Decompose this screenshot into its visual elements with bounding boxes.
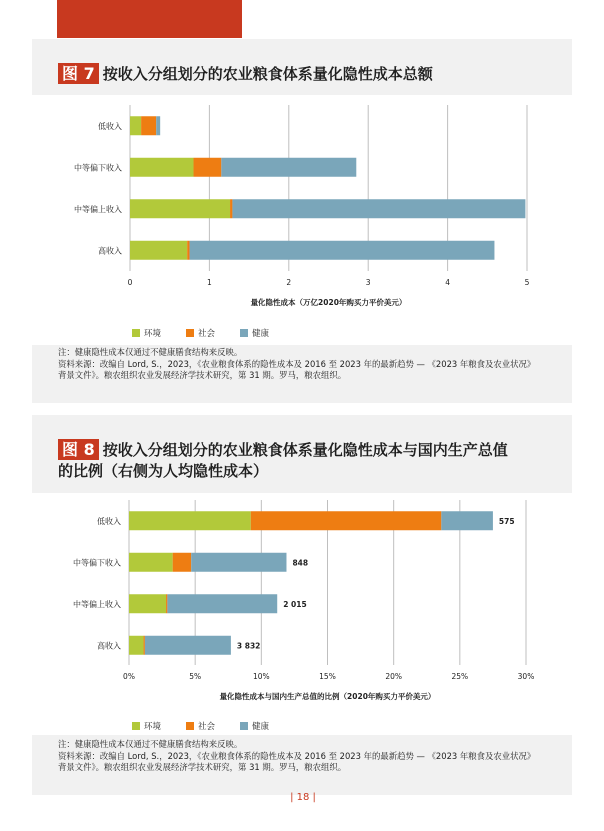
bar-end-label: 575 <box>498 516 515 526</box>
figure-8-plot-area <box>32 493 572 735</box>
bar-segment <box>156 116 160 135</box>
bar-segment <box>130 116 141 135</box>
category-label: 中等偏上收入 <box>73 599 121 609</box>
figure-7-plot-area <box>32 95 572 345</box>
x-tick-label: 0% <box>123 672 135 681</box>
x-axis-label: 量化隐性成本与国内生产总值的比例（2020年购买力平价美元） <box>219 692 436 701</box>
bar-segment <box>130 158 194 177</box>
bar-segment <box>129 553 173 572</box>
bar-segment <box>190 241 495 260</box>
legend-item-social <box>186 720 215 732</box>
x-tick-label: 0 <box>127 278 133 287</box>
bar-segment <box>187 241 189 260</box>
legend-label: 社会 <box>198 329 216 339</box>
bar-end-label: 3 832 <box>236 641 261 651</box>
bar-segment <box>441 511 493 530</box>
figure-8-note <box>58 739 535 774</box>
bar-segment <box>129 636 144 655</box>
top-accent-bar <box>57 0 242 38</box>
legend-item-social <box>186 327 215 339</box>
bar-segment <box>167 594 277 613</box>
category-label: 低收入 <box>97 516 121 526</box>
legend-label: 环境 <box>144 329 162 339</box>
legend-swatch <box>240 722 248 730</box>
bar-segment <box>230 199 232 218</box>
legend-swatch <box>132 722 140 730</box>
bar-segment <box>194 158 222 177</box>
note-line: 资料来源：改编自 Lord, S.，2023，《农业粮食体系的隐性成本及 2016 至 2023 年的最新趋势 — 《2023 年粮食及农业状况》 <box>58 358 536 369</box>
x-tick-label: 10% <box>252 672 270 681</box>
category-label: 中等偏下收入 <box>74 163 122 173</box>
x-tick-label: 30% <box>517 672 535 681</box>
page-number: | 18 | <box>290 792 316 803</box>
x-tick-label: 4 <box>445 278 450 287</box>
bar-segment <box>232 199 525 218</box>
bar-segment <box>141 116 156 135</box>
category-label: 高收入 <box>97 641 121 651</box>
note-line: 背景文件》。粮农组织农业发展经济学技术研究，第 31 期。罗马，粮农组织。 <box>58 762 347 772</box>
legend-item-environment <box>132 720 161 732</box>
legend-label: 社会 <box>198 722 216 732</box>
figure-8-title-line2: 的比例（右侧为人均隐性成本） <box>58 462 269 480</box>
x-tick-label: 1 <box>207 278 212 287</box>
legend-swatch <box>240 329 248 337</box>
x-axis-label: 量化隐性成本（万亿2020年购买力平价美元） <box>250 298 407 307</box>
note-line: 资料来源：改编自 Lord, S.，2023，《农业粮食体系的隐性成本及 2016 至 2023 年的最新趋势 — 《2023 年粮食及农业状况》 <box>58 750 536 761</box>
bar-segment <box>221 158 356 177</box>
figure-8-title <box>58 439 508 482</box>
category-label: 中等偏上收入 <box>74 204 122 214</box>
bar-end-label: 848 <box>292 558 309 568</box>
x-tick-label: 3 <box>365 278 371 287</box>
figure-7-note <box>58 347 535 382</box>
figure-8-chart <box>32 493 572 735</box>
figure-7-panel <box>32 39 572 403</box>
bar-segment <box>129 594 166 613</box>
legend-item-health <box>240 327 269 339</box>
figure-8-panel <box>32 415 572 795</box>
note-line: 背景文件》。粮农组织农业发展经济学技术研究，第 31 期。罗马，粮农组织。 <box>58 370 347 380</box>
x-tick-label: 15% <box>319 672 336 681</box>
bar-segment <box>166 594 167 613</box>
category-label: 低收入 <box>98 121 122 131</box>
category-label: 高收入 <box>98 246 122 256</box>
note-line: 注：健康隐性成本仅通过不健康膳食结构来反映。 <box>58 739 243 749</box>
legend-item-health <box>240 720 269 732</box>
bar-segment <box>191 553 286 572</box>
x-tick-label: 5 <box>524 278 530 287</box>
legend-swatch <box>186 722 194 730</box>
legend-label: 健康 <box>252 329 270 339</box>
x-tick-label: 25% <box>451 672 469 681</box>
bar-end-label: 2 015 <box>283 599 307 609</box>
legend-swatch <box>132 329 140 337</box>
figure-7-title-text: 按收入分组划分的农业粮食体系量化隐性成本总额 <box>102 65 433 83</box>
figure-7-chart <box>32 95 572 345</box>
bar-segment <box>144 636 145 655</box>
x-tick-label: 20% <box>385 672 403 681</box>
bar-segment <box>129 511 251 530</box>
bar-segment <box>145 636 231 655</box>
bar-segment <box>130 241 187 260</box>
figure-8-tag: 图 8 <box>58 439 99 460</box>
legend-label: 健康 <box>252 722 270 732</box>
bar-segment <box>251 511 442 530</box>
x-tick-label: 5% <box>189 672 202 681</box>
bar-segment <box>130 199 230 218</box>
bar-segment <box>173 553 192 572</box>
x-tick-label: 2 <box>286 278 292 287</box>
legend-item-environment <box>132 327 161 339</box>
figure-7-tag: 图 7 <box>58 63 99 84</box>
legend-label: 环境 <box>144 722 162 732</box>
figure-8-title-line1: 按收入分组划分的农业粮食体系量化隐性成本与国内生产总值 <box>102 441 508 459</box>
note-line: 注：健康隐性成本仅通过不健康膳食结构来反映。 <box>58 347 243 357</box>
legend-swatch <box>186 329 194 337</box>
figure-7-title <box>58 63 433 85</box>
category-label: 中等偏下收入 <box>73 558 121 568</box>
